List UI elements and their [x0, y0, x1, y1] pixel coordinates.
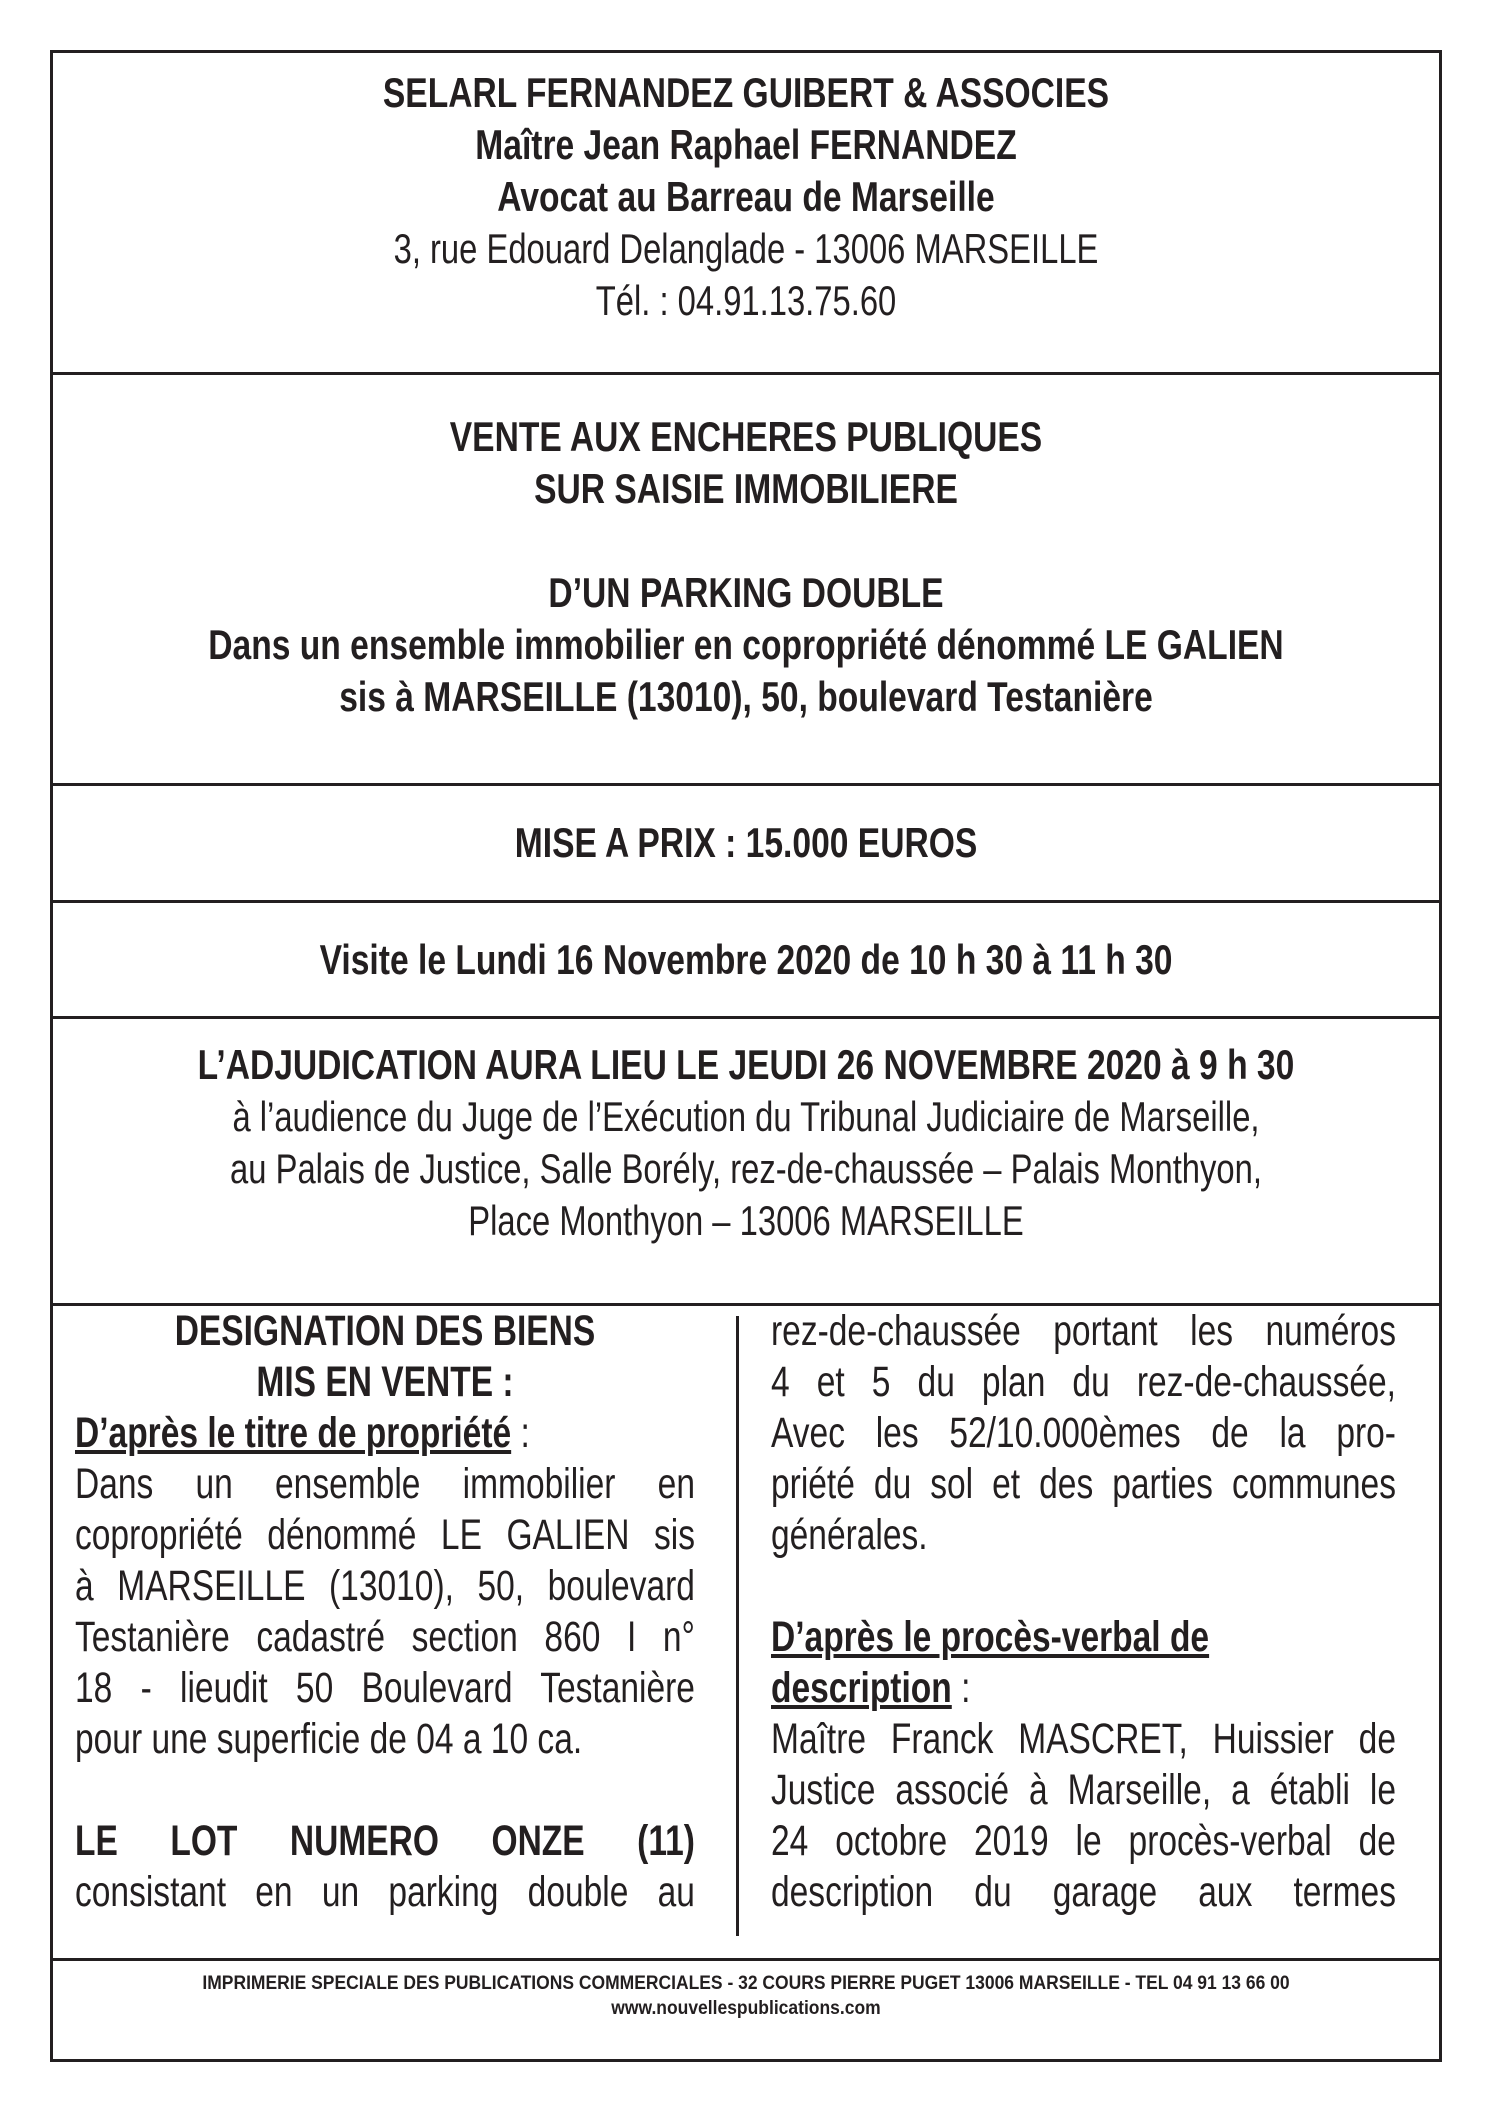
adjudication-line-3: Place Monthyon – 13006 MARSEILLE	[468, 1197, 1024, 1244]
pv-line: Maître Franck MASCRET, Huissier de	[771, 1715, 1396, 1763]
adjudication-title: L’ADJUDICATION AURA LIEU LE JEUDI 26 NOVEMBRE 2020 à 9 h 30	[197, 1041, 1295, 1088]
lawyer-address: 3, rue Edouard Delanglade - 13006 MARSEILLE	[393, 225, 1099, 272]
pv-line: Justice associé à Marseille, a établi le	[771, 1766, 1396, 1814]
starting-price-text: MISE A PRIX : 15.000 EUROS	[514, 819, 978, 866]
lawyer-name: Maître Jean Raphael FERNANDEZ	[475, 121, 1017, 168]
property-location: sis à MARSEILLE (13010), 50, boulevard Testanière	[339, 673, 1153, 720]
designation-heading-2: MIS EN VENTE :	[256, 1358, 514, 1406]
sale-title-line-2: SUR SAISIE IMMOBILIERE	[534, 465, 958, 512]
pv-subheading-colon: :	[951, 1664, 971, 1712]
adjudication-info	[53, 1019, 1439, 1306]
adjudication-line-1: à l’audience du Juge de l’Exécution du Tribunal Judiciaire de Marseille,	[232, 1093, 1260, 1140]
column-divider	[736, 1316, 739, 1936]
title-deed-label: D’après le titre de propriété	[75, 1409, 512, 1457]
lawyer-header	[53, 53, 1439, 375]
pv-subheading-label: description	[771, 1664, 952, 1712]
lot-heading: LE LOT NUMERO ONZE (11)	[75, 1817, 695, 1865]
firm-name: SELARL FERNANDEZ GUIBERT & ASSOCIES	[382, 69, 1110, 116]
visit-info	[53, 903, 1439, 1019]
deed-line: à MARSEILLE (13010), 50, boulevard	[75, 1562, 695, 1610]
deed-line: copropriété dénommé LE GALIEN sis	[75, 1511, 695, 1559]
lot-description: consistant en un parking double au	[75, 1868, 695, 1916]
designation-heading-1: DESIGNATION DES BIENS	[174, 1307, 596, 1355]
bar-affiliation: Avocat au Barreau de Marseille	[497, 173, 995, 220]
pv-line: description du garage aux termes	[771, 1868, 1396, 1916]
deed-line-last: pour une superficie de 04 a 10 ca.	[75, 1715, 583, 1763]
legal-notice-frame	[50, 50, 1442, 2062]
pv-subheading-1: D’après le procès-verbal de	[771, 1613, 1210, 1661]
property-type: D’UN PARKING DOUBLE	[548, 569, 944, 616]
printer-website[interactable]: www.nouvellespublications.com	[611, 1998, 881, 2019]
lot-line: Avec les 52/10.000èmes de la pro-	[771, 1409, 1396, 1457]
starting-price	[53, 786, 1439, 903]
property-building: Dans un ensemble immobilier en copropriété dénommé LE GALIEN	[208, 621, 1284, 668]
deed-line: Testanière cadastré section 860 I n°	[75, 1613, 695, 1661]
lawyer-phone: Tél. : 04.91.13.75.60	[595, 277, 897, 324]
printer-footer	[53, 1958, 1439, 2060]
visit-text: Visite le Lundi 16 Novembre 2020 de 10 h 30 à 11 h 30	[319, 935, 1173, 983]
printer-info: IMPRIMERIE SPECIALE DES PUBLICATIONS COMMERCIALES - 32 COURS PIERRE PUGET 13006 MARSEILLE - TEL 04 91 13 66 00	[202, 1973, 1290, 1994]
right-column	[771, 1306, 1396, 1918]
pv-subheading-2	[771, 1663, 1259, 1714]
property-details	[53, 1306, 1439, 1958]
deed-line: Dans un ensemble immobilier en	[75, 1460, 695, 1508]
lot-line: rez-de-chaussée portant les numéros	[771, 1307, 1396, 1355]
title-deed-colon: :	[511, 1409, 530, 1457]
sale-title-line-1: VENTE AUX ENCHERES PUBLIQUES	[449, 413, 1043, 460]
left-column	[75, 1306, 695, 1918]
pv-line: 24 octobre 2019 le procès-verbal de	[771, 1817, 1396, 1865]
deed-line: 18 - lieudit 50 Boulevard Testanière	[75, 1664, 695, 1712]
lot-line: priété du sol et des parties communes	[771, 1460, 1396, 1508]
lot-line: 4 et 5 du plan du rez-de-chaussée,	[771, 1358, 1396, 1406]
adjudication-line-2: au Palais de Justice, Salle Borély, rez-de-chaussée – Palais Monthyon,	[230, 1145, 1262, 1192]
sale-description	[53, 375, 1439, 786]
lot-line-last: générales.	[771, 1511, 928, 1559]
title-deed-subheading	[75, 1408, 559, 1459]
